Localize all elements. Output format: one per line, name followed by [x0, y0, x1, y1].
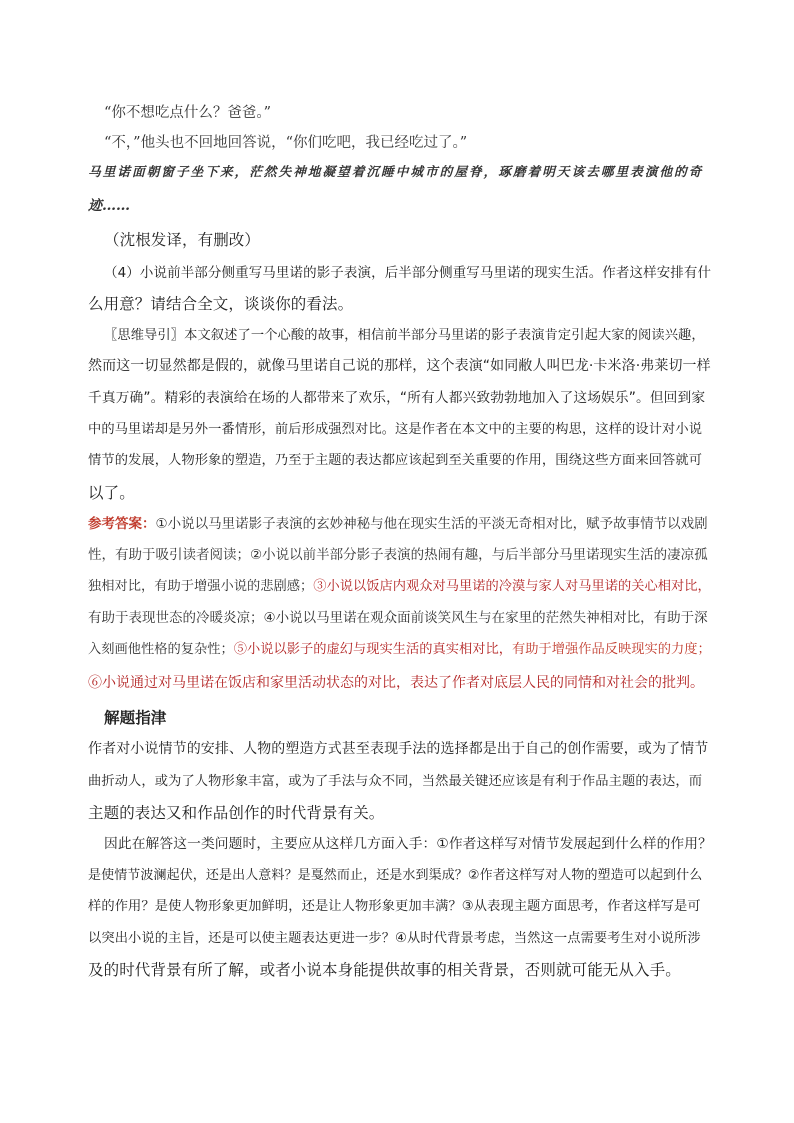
method-heading: 解题指津 — [104, 709, 167, 727]
method-p2-line-1: 因此在解答这一类问题时，主要应从这样几方面入手：①作者这样写对情节发展起到什么样的作用？ — [104, 836, 712, 852]
method-p2-line-2: 是使情节波澜起伏，还是出人意料？是戛然而止，还是水到渠成？②作者这样写对人物的塑造可以起到什么 — [88, 868, 703, 883]
answer-point-6: ⑥小说通过对马里诺在饭店和家里活动状态的对比，表达了作者对底层人民的同情和对社会的批判。 — [88, 675, 704, 691]
method-p2-line-3: 样的作用？是使人物形象更加鲜明，还是让人物形象更加丰满？③从表现主题方面思考，作者这样写是可 — [88, 899, 701, 914]
answer-line-3-part-a: 独相对比，有助于增强小说的悲剧感； — [88, 579, 314, 594]
answer-line-1 — [88, 512, 708, 532]
answer-line-4: 有助于表现世态的冷暖炎凉；④小说以马里诺在观众面前谈笑风生与在家里的茫然失神相对比，有助于深 — [88, 610, 708, 626]
story-dialogue-1: “你不想吃点什么？爸爸。” — [104, 105, 272, 121]
guide-line-6: 以了。 — [88, 484, 135, 502]
method-p1-line-3: 主题的表达又和作品创作的时代背景有关。 — [88, 804, 385, 822]
method-p2-line-4: 以突出小说的主旨，还是可以使主题表达更进一步？④从时代背景考虑，当然这一点需要考生对小说所涉 — [88, 931, 701, 946]
answer-point-5-end: 有助于增强作品反映现实的力度； — [512, 642, 711, 657]
answer-line-5 — [88, 638, 711, 657]
guide-line-4: 中的马里诺却是另外一番情形，前后形成强烈对比。这是作者在本文中的主要的构思，这样的设计对小说 — [88, 422, 703, 437]
story-source: （沈根发译，有删改） — [104, 231, 261, 249]
method-p2-line-5: 及的时代背景有所了解，或者小说本身能提供故事的相关背景，否则就可能无从入手。 — [88, 961, 681, 979]
answer-line-2: 性，有助于吸引读者阅读；②小说以前半部分影子表演的热闹有趣，与后半部分马里诺现实生活的凄凉孤 — [88, 547, 708, 563]
method-p1-line-2: 曲折动人，或为了人物形象丰富，或为了手法与众不同，当然最关键还应该是有利于作品主题的表达，而 — [88, 774, 703, 789]
answer-point-3: ③小说以饭店内观众对马里诺的冷漠与家人对马里诺的关心相对比， — [313, 579, 711, 594]
guide-line-2: 然而这一切显然都是假的，就像马里诺自己说的那样，这个表演“如同敝人叫巴龙·卡米洛·弗莱切一样 — [88, 358, 711, 374]
guide-line-3: 千真万确”。精彩的表演给在场的人都带来了欢乐，“所有人都兴致勃勃地加入了这场娱乐”。但回到家 — [88, 390, 706, 406]
question-line-2: 么用意？请结合全文，谈谈你的看法。 — [88, 295, 354, 313]
answer-line-3 — [88, 575, 711, 594]
story-dialogue-2: “不，”他头也不回地回答说，“你们吃吧，我已经吃过了。” — [104, 135, 468, 151]
method-p1-line-1: 作者对小说情节的安排、人物的塑造方式甚至表现手法的选择都是出于自己的创作需要，或为了情节 — [88, 741, 709, 757]
answer-point-1: ①小说以马里诺影子表演的玄妙神秘与他在现实生活的平淡无奇相对比，赋予故事情节以戏剧 — [155, 516, 708, 532]
question-line-1: （4）小说前半部分侧重写马里诺的影子表演，后半部分侧重写马里诺的现实生活。作者这样安排有什 — [104, 265, 712, 281]
guide-line-5: 情节的发展，人物形象的塑造，乃至于主题的表达都应该起到至关重要的作用，围绕这些方面来回答就可 — [88, 453, 703, 468]
story-narration-line-1: 马里诺面朝窗子坐下来，茫然失神地凝望着沉睡中城市的屋脊，琢磨着明天该去哪里表演他的奇 — [88, 165, 704, 180]
guide-line-1: 〖思维导引〗本文叙述了一个心酸的故事，相信前半部分马里诺的影子表演肯定引起大家的阅读兴趣， — [104, 328, 705, 343]
story-narration-line-2: 迹…… — [88, 198, 130, 214]
answer-point-5: ⑤小说以影子的虚幻与现实生活的真实相对比， — [233, 642, 513, 657]
answer-label: 参考答案： — [88, 516, 156, 532]
answer-line-5-part-a: 入刻画他性格的复杂性； — [88, 642, 234, 657]
